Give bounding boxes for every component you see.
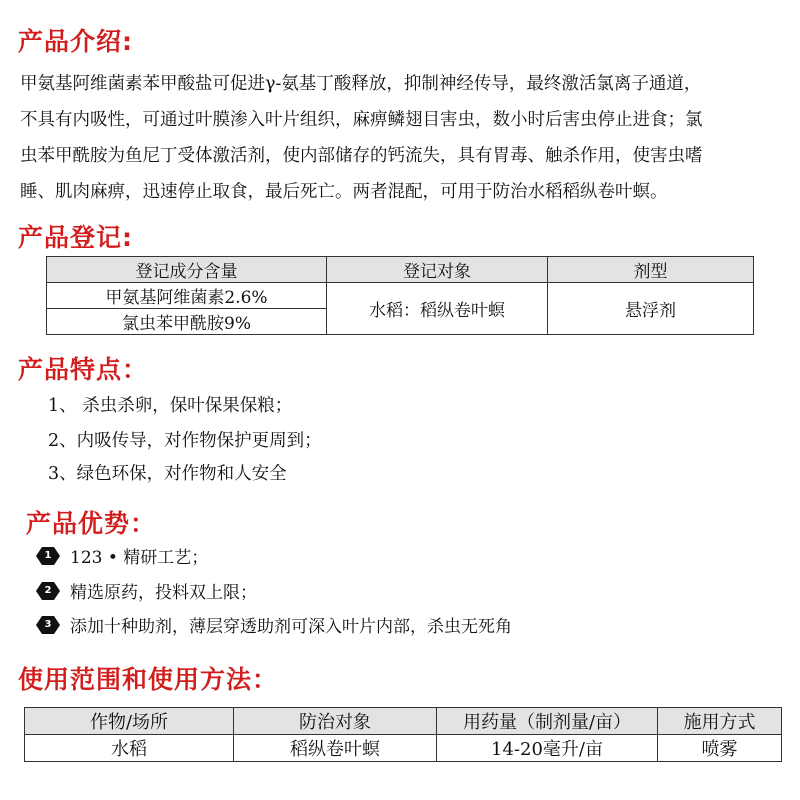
table-header-row bbox=[47, 257, 754, 283]
advantages-heading: 产品优势： bbox=[26, 509, 157, 538]
header-ingredients: 登记成分含量 bbox=[47, 257, 327, 283]
pest-cell: 稻纵卷叶螟 bbox=[234, 735, 437, 762]
method-cell: 喷雾 bbox=[658, 735, 782, 762]
feature-item: 2、内吸传导，对作物保护更周到； bbox=[48, 431, 322, 451]
target-cell: 水稻：稻纵卷叶螟 bbox=[327, 283, 548, 335]
intro-heading: 产品介绍: bbox=[18, 27, 133, 56]
intro-paragraph bbox=[20, 66, 780, 210]
features-heading: 产品特点： bbox=[18, 355, 149, 384]
header-pest: 防治对象 bbox=[234, 708, 437, 735]
usage-heading: 使用范围和使用方法： bbox=[18, 665, 279, 694]
ingredient-cell: 氯虫苯甲酰胺9% bbox=[47, 309, 327, 335]
usage-table bbox=[24, 707, 782, 762]
number-badge-icon: 3 bbox=[36, 616, 60, 634]
registration-heading: 产品登记: bbox=[18, 223, 133, 252]
feature-item: 3、绿色环保，对作物和人安全 bbox=[48, 464, 287, 484]
header-formulation: 剂型 bbox=[548, 257, 754, 283]
formulation-cell: 悬浮剂 bbox=[548, 283, 754, 335]
feature-item: 1、 杀虫杀卵，保叶保果保粮； bbox=[48, 396, 293, 416]
header-crop: 作物/场所 bbox=[25, 708, 234, 735]
registration-table bbox=[46, 256, 754, 335]
advantage-item bbox=[36, 543, 208, 568]
dosage-cell: 14-20毫升/亩 bbox=[437, 735, 658, 762]
crop-cell: 水稻 bbox=[25, 735, 234, 762]
header-dosage: 用药量（制剂量/亩） bbox=[437, 708, 658, 735]
advantage-item bbox=[36, 612, 512, 637]
intro-line: 不具有内吸性，可通过叶膜渗入叶片组织，麻痹鳞翅目害虫，数小时后害虫停止进食；氯 bbox=[20, 110, 703, 130]
advantage-text: 123 • 精研工艺； bbox=[70, 548, 209, 568]
advantage-item bbox=[36, 578, 257, 603]
intro-line: 睡、肌肉麻痹，迅速停止取食，最后死亡。两者混配，可用于防治水稻稻纵卷叶螟。 bbox=[20, 182, 668, 202]
number-badge-icon: 2 bbox=[36, 582, 60, 600]
table-header-row bbox=[25, 708, 782, 735]
header-target: 登记对象 bbox=[327, 257, 548, 283]
advantage-text: 添加十种助剂，薄层穿透助剂可深入叶片内部，杀虫无死角 bbox=[70, 617, 512, 637]
intro-line: 虫苯甲酰胺为鱼尼丁受体激活剂，使内部储存的钙流失，具有胃毒、触杀作用，使害虫嗜 bbox=[20, 146, 703, 166]
header-method: 施用方式 bbox=[658, 708, 782, 735]
intro-line: 甲氨基阿维菌素苯甲酸盐可促进γ-氨基丁酸释放，抑制神经传导，最终激活氯离子通道， bbox=[20, 74, 702, 94]
ingredient-cell: 甲氨基阿维菌素2.6% bbox=[47, 283, 327, 309]
number-badge-icon: 1 bbox=[36, 547, 60, 565]
table-row bbox=[47, 283, 754, 309]
table-row bbox=[25, 735, 782, 762]
advantage-text: 精选原药，投料双上限； bbox=[70, 583, 257, 603]
